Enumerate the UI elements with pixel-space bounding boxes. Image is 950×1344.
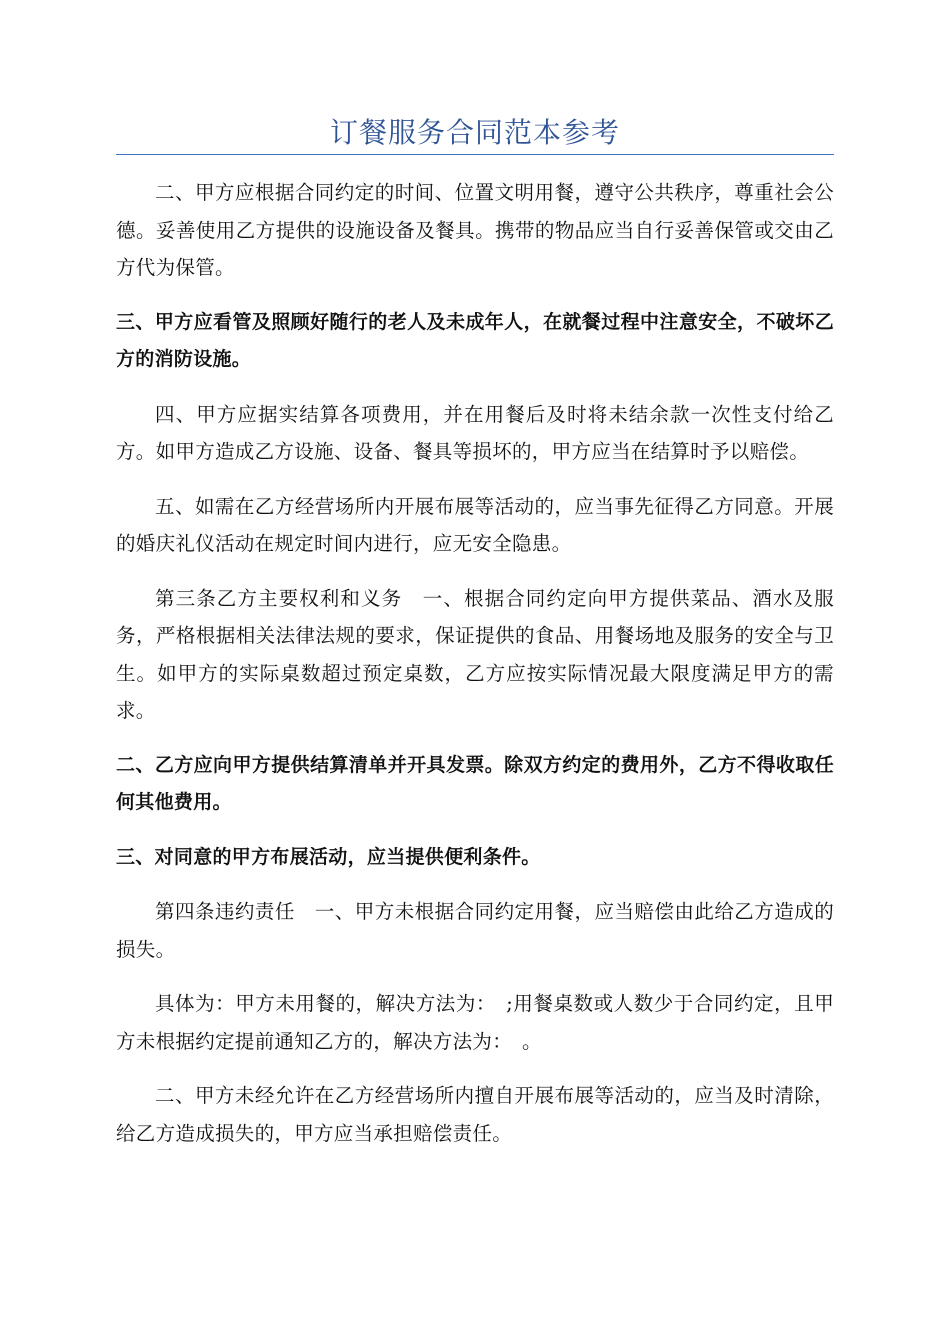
document-title: 订餐服务合同范本参考 bbox=[329, 116, 620, 149]
paragraph-party-a-events: 五、如需在乙方经营场所内开展布展等活动的，应当事先征得乙方同意。开展的婚庆礼仪活动在规定时间内进行，应无安全隐患。 bbox=[116, 494, 834, 555]
paragraph-party-a-conduct: 二、甲方应根据合同约定的时间、位置文明用餐，遵守公共秩序，尊重社会公德。妥善使用乙方提供的设施设备及餐具。携带的物品应当自行妥善保管或交由乙方代为保管。 bbox=[116, 181, 834, 279]
paragraph-article-4: 第四条违约责任 一、甲方未根据合同约定用餐，应当赔偿由此给乙方造成的损失。 bbox=[116, 900, 834, 961]
paragraph-party-a-safety: 三、甲方应看管及照顾好随行的老人及未成年人，在就餐过程中注意安全，不破坏乙方的消防设施。 bbox=[116, 310, 834, 370]
paragraph-party-a-payment: 四、甲方应据实结算各项费用，并在用餐后及时将未结余款一次性支付给乙方。如甲方造成乙方设施、设备、餐具等损坏的，甲方应当在结算时予以赔偿。 bbox=[116, 402, 834, 463]
paragraph-resolution-details: 具体为：甲方未用餐的，解决方法为： ;用餐桌数或人数少于合同约定，且甲方未根据约定提前通知乙方的，解决方法为： 。 bbox=[116, 992, 834, 1053]
paragraph-party-b-facilitate: 三、对同意的甲方布展活动，应当提供便利条件。 bbox=[116, 845, 541, 868]
paragraph-party-b-invoice: 二、乙方应向甲方提供结算清单并开具发票。除双方约定的费用外，乙方不得收取任何其他费用。 bbox=[116, 753, 834, 813]
paragraph-article-3: 第三条乙方主要权利和义务 一、根据合同约定向甲方提供菜品、酒水及服务，严格根据相关法律法规的要求，保证提供的食品、用餐场地及服务的安全与卫生。如甲方的实际桌数超过预定桌数，乙方应按实际情况最大限度满足甲方的需求。 bbox=[116, 586, 834, 722]
paragraph-unauthorized-events: 二、甲方未经允许在乙方经营场所内擅自开展布展等活动的，应当及时清除，给乙方造成损失的，甲方应当承担赔偿责任。 bbox=[116, 1084, 834, 1145]
document-body bbox=[116, 174, 834, 1152]
title-underline bbox=[116, 154, 834, 155]
